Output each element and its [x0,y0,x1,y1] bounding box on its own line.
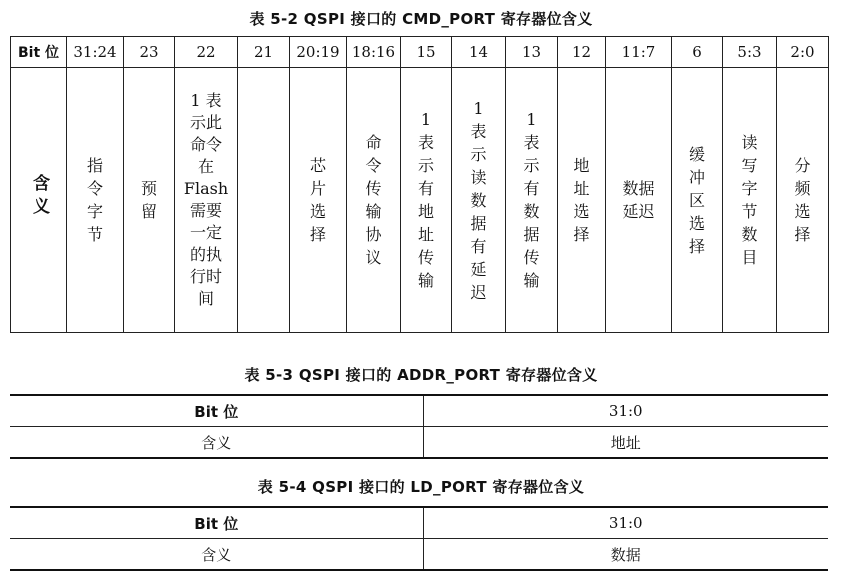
bits-cell: 31:24 [67,37,124,68]
meaning-text: 指 令 字 节 [86,156,103,244]
bits-cell: 13 [506,37,558,68]
meaning-text: 1 表 示此 命令 在 Flash 需要 一定 的执 行时 间 [183,91,229,308]
meaning-cell [175,68,238,333]
meaning-text: 1 表 示 有 地 址 传 输 [417,110,434,290]
bits-cell: 14 [452,37,506,68]
table-row [10,539,828,571]
meaning-text: 芯 片 选 择 [309,156,326,244]
meaning-cell [67,68,124,333]
table-row [10,507,828,539]
table-5-2-caption: 表 5-2 QSPI 接口的 CMD_PORT 寄存器位含义 [249,10,593,28]
row-header-bits: Bit 位 [11,37,67,68]
meaning-cell [401,68,452,333]
bits-cell: 11:7 [606,37,672,68]
meaning-cell [452,68,506,333]
meaning-value: 地址 [423,427,828,459]
bits-cell: 6 [672,37,723,68]
bits-cell: 2:0 [777,37,829,68]
addr-port-table [10,394,828,459]
bits-cell: 20:19 [290,37,347,68]
meaning-text: 预 留 [140,179,157,221]
meaning-text: 读 写 字 节 数 目 [741,133,758,267]
bits-cell: 21 [238,37,290,68]
ld-port-table [10,506,828,571]
table-row [10,395,828,427]
meaning-value: 数据 [423,539,828,571]
bits-value: 31:0 [423,507,828,539]
bits-cell: 15 [401,37,452,68]
meaning-text: 地 址 选 择 [573,156,590,244]
meaning-cell [506,68,558,333]
table-5-4-caption: 表 5-4 QSPI 接口的 LD_PORT 寄存器位含义 [257,478,585,496]
meaning-text: 缓 冲 区 选 择 [688,144,705,256]
table-row [10,427,828,459]
meaning-cell [777,68,829,333]
meaning-text: 1 表 示 有 数 据 传 输 [523,110,540,290]
cmd-port-table [10,36,829,333]
bits-label: Bit 位 [10,395,423,427]
table-row-meaning [11,68,829,333]
meaning-text: 数据 延迟 [622,179,655,221]
meaning-text: 分 频 选 择 [794,156,811,244]
meaning-text: 命 令 传 输 协 议 [365,133,382,267]
bits-value: 31:0 [423,395,828,427]
meaning-cell [290,68,347,333]
bits-cell: 5:3 [723,37,777,68]
meaning-cell [723,68,777,333]
meaning-cell [558,68,606,333]
table-row-bits [11,37,829,68]
meaning-label: 含义 [10,427,423,459]
meaning-label: 含义 [10,539,423,571]
meaning-cell [606,68,672,333]
meaning-cell [124,68,175,333]
bits-label: Bit 位 [10,507,423,539]
meaning-cell [672,68,723,333]
row-header-meaning-text: 含义 [29,173,49,220]
row-header-meaning [11,68,67,333]
bits-cell: 23 [124,37,175,68]
bits-cell: 12 [558,37,606,68]
bits-cell: 18:16 [347,37,401,68]
bits-cell: 22 [175,37,238,68]
meaning-cell [238,68,290,333]
table-5-3-caption: 表 5-3 QSPI 接口的 ADDR_PORT 寄存器位含义 [244,366,598,384]
meaning-cell [347,68,401,333]
meaning-text: 1 表 示 读 数 据 有 延 迟 [470,98,487,302]
